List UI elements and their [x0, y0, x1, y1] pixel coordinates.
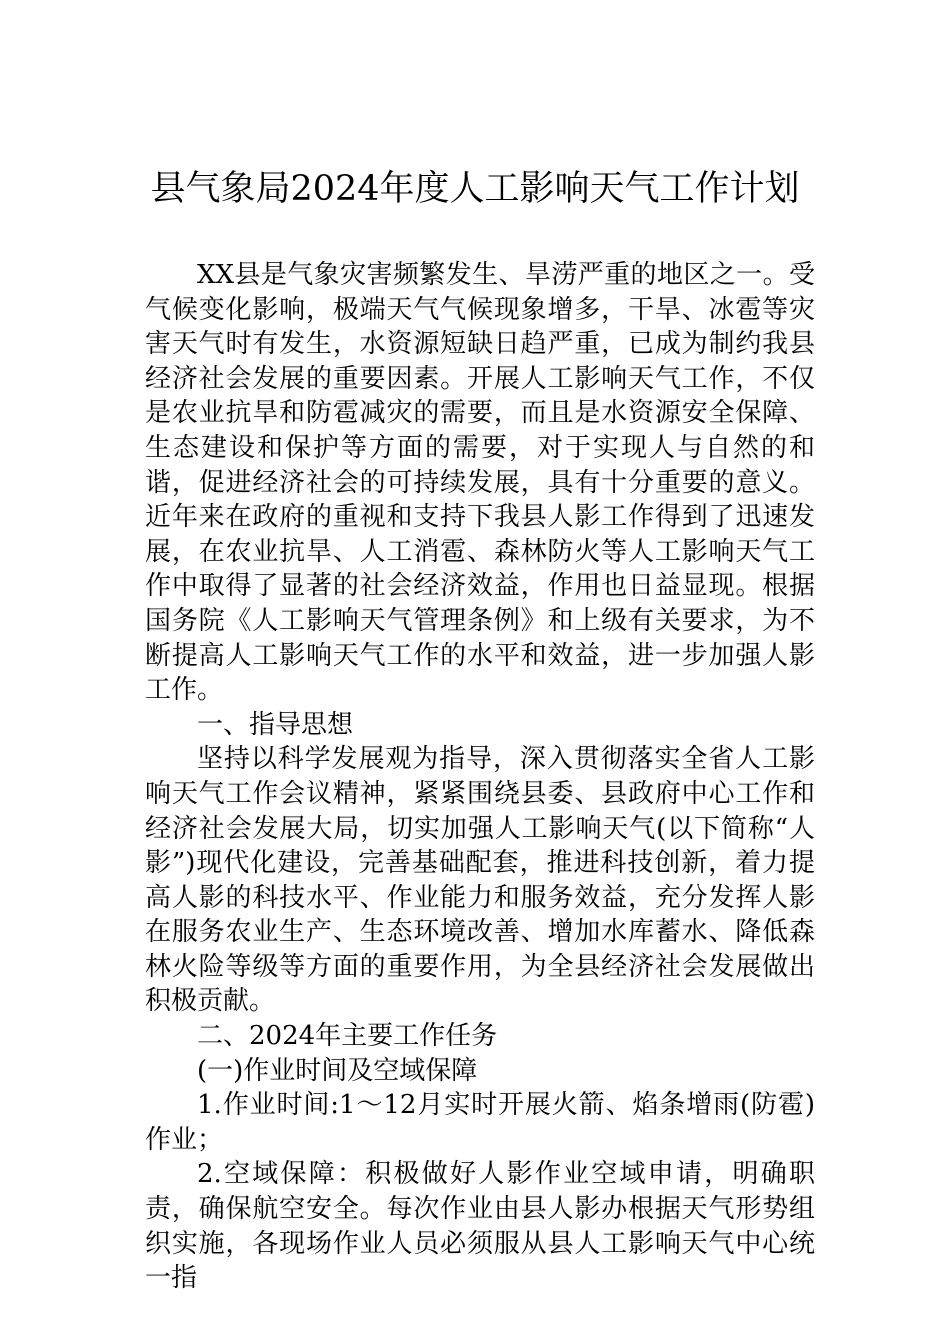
section-heading-main-tasks: 二、2024年主要工作任务: [197, 1021, 498, 1052]
intro-paragraph: XX县是气象灾害频繁发生、旱涝严重的地区之一。受气候变化影响，极端天气气候现象增多，干旱、冰雹等灾害天气时有发生，水资源短缺日趋严重，已成为制约我县经济社会发展的重要因素。开展人工影响天气工作，不仅是农业抗旱和防雹减灾的需要，而且是水资源安全保障、生态建设和保护等方面的需要，对于实现人与自然的和谐，促进经济社会的可持续发展，具有十分重要的意义。近年来在政府的重视和支持下我县人影工作得到了迅速发展，在农业抗旱、人工消雹、森林防火等人工影响天气工作中取得了显著的社会经济效益，作用也日益显现。根据国务院《人工影响天气管理条例》和上级有关要求，为不断提高人工影响天气工作的水平和效益，进一步加强人影工作。: [145, 260, 815, 706]
section-heading-guiding-ideology: 一、指导思想: [197, 709, 354, 740]
guiding-ideology-paragraph: 坚持以科学发展观为指导，深入贯彻落实全省人工影响天气工作会议精神，紧紧围绕县委、县政府中心工作和经济社会发展大局，切实加强人工影响天气(以下简称“人影”)现代化建设，完善基础配套，推进科技创新，着力提高人影的科技水平、作业能力和服务效益，充分发挥人影在服务农业生产、生态环境改善、增加水库蓄水、降低森林火险等级等方面的重要作用，为全县经济社会发展做出积极贡献。: [145, 744, 815, 1017]
subsection-heading-operation-time: (一)作业时间及空域保障: [197, 1055, 478, 1086]
document-body: [145, 258, 815, 1296]
operation-time-paragraph: 1.作业时间:1～12月实时开展火箭、焰条增雨(防雹)作业；: [145, 1090, 815, 1155]
airspace-paragraph: 2.空域保障：积极做好人影作业空域申请，明确职责，确保航空安全。每次作业由县人影办根据天气形势组织实施，各现场作业人员必须服从县人工影响天气中心统一指: [145, 1159, 815, 1294]
document-title: 县气象局2024年度人工影响天气工作计划: [150, 169, 800, 209]
